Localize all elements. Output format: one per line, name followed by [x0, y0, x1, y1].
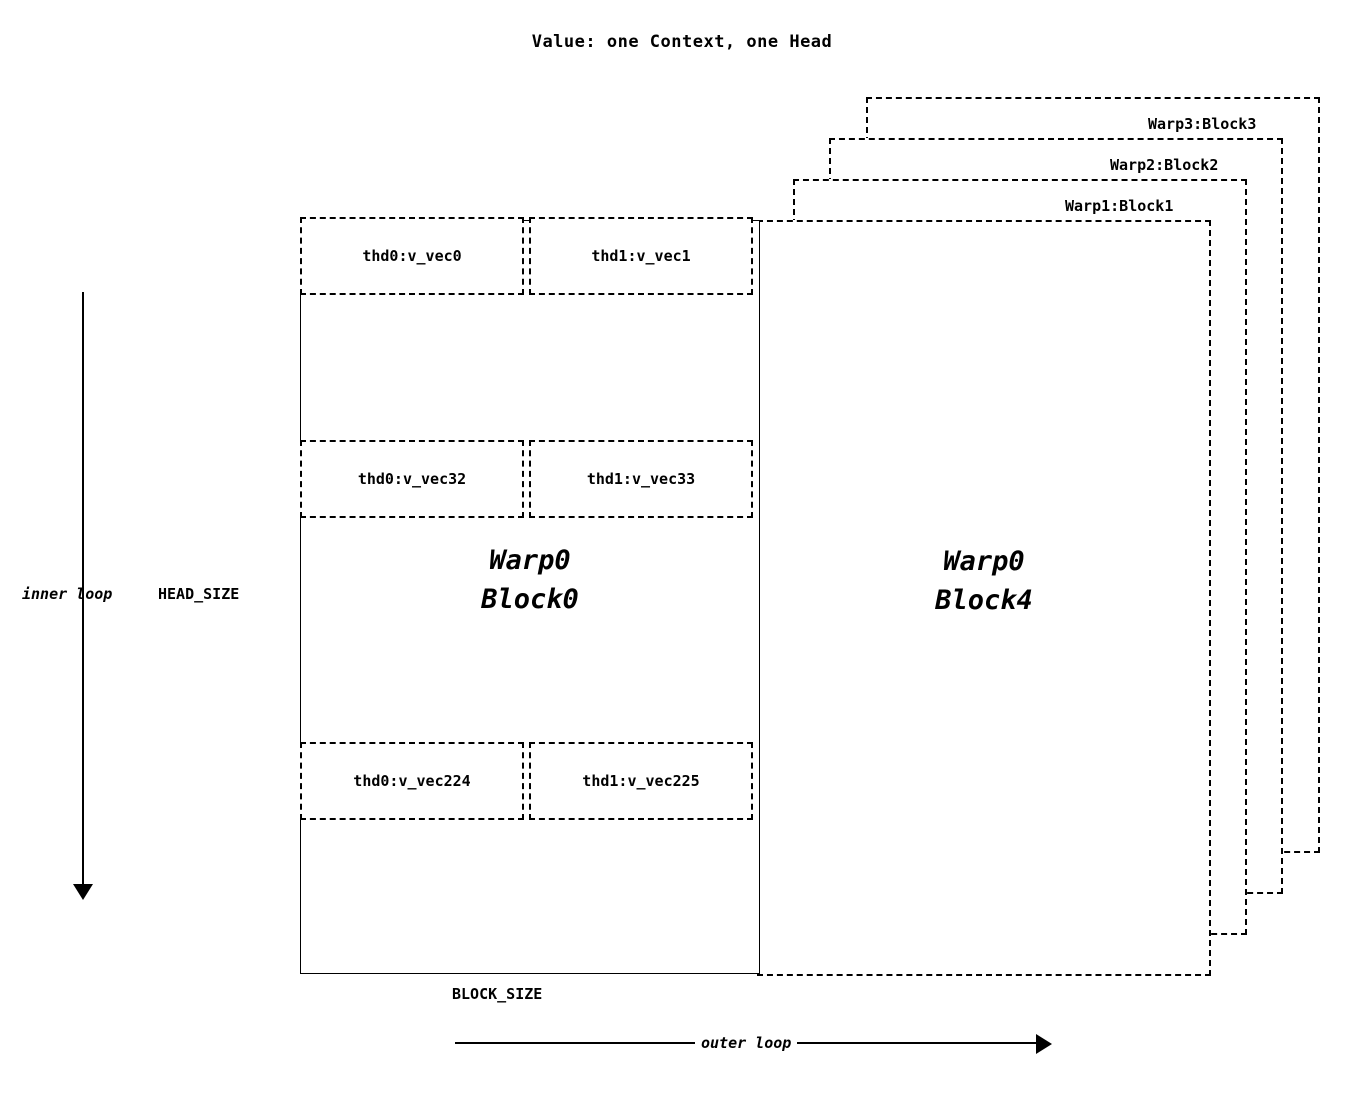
back-block-label-warp1: Warp1:Block1 [1065, 197, 1174, 215]
block4-block-label: Block4 [935, 585, 1033, 617]
back-block-label-warp3: Warp3:Block3 [1148, 115, 1257, 133]
block4-warp-label: Warp0 [943, 546, 1025, 577]
block0-warp-label: Warp0 [489, 545, 571, 576]
thread-cell: thd1:v_vec225 [529, 742, 753, 820]
block0-block-label: Block0 [481, 584, 579, 616]
thread-cell: thd0:v_vec0 [300, 217, 524, 295]
inner-loop-label: inner loop [22, 585, 113, 603]
outer-loop-arrowhead-icon [1036, 1034, 1052, 1054]
block0-caption [301, 541, 759, 619]
block4-caption [759, 542, 1209, 620]
block-warp0-block4 [757, 220, 1211, 976]
thread-cell: thd1:v_vec1 [529, 217, 753, 295]
back-block-label-warp2: Warp2:Block2 [1110, 156, 1219, 174]
page-title: Value: one Context, one Head [531, 32, 833, 52]
outer-loop-label: outer loop [695, 1034, 797, 1052]
head-size-label: HEAD_SIZE [158, 585, 240, 603]
thread-cell: thd1:v_vec33 [529, 440, 753, 518]
block-size-label: BLOCK_SIZE [452, 985, 543, 1003]
inner-loop-arrowhead-icon [73, 884, 93, 900]
thread-cell: thd0:v_vec224 [300, 742, 524, 820]
block-warp0-block0 [300, 220, 760, 974]
thread-cell: thd0:v_vec32 [300, 440, 524, 518]
